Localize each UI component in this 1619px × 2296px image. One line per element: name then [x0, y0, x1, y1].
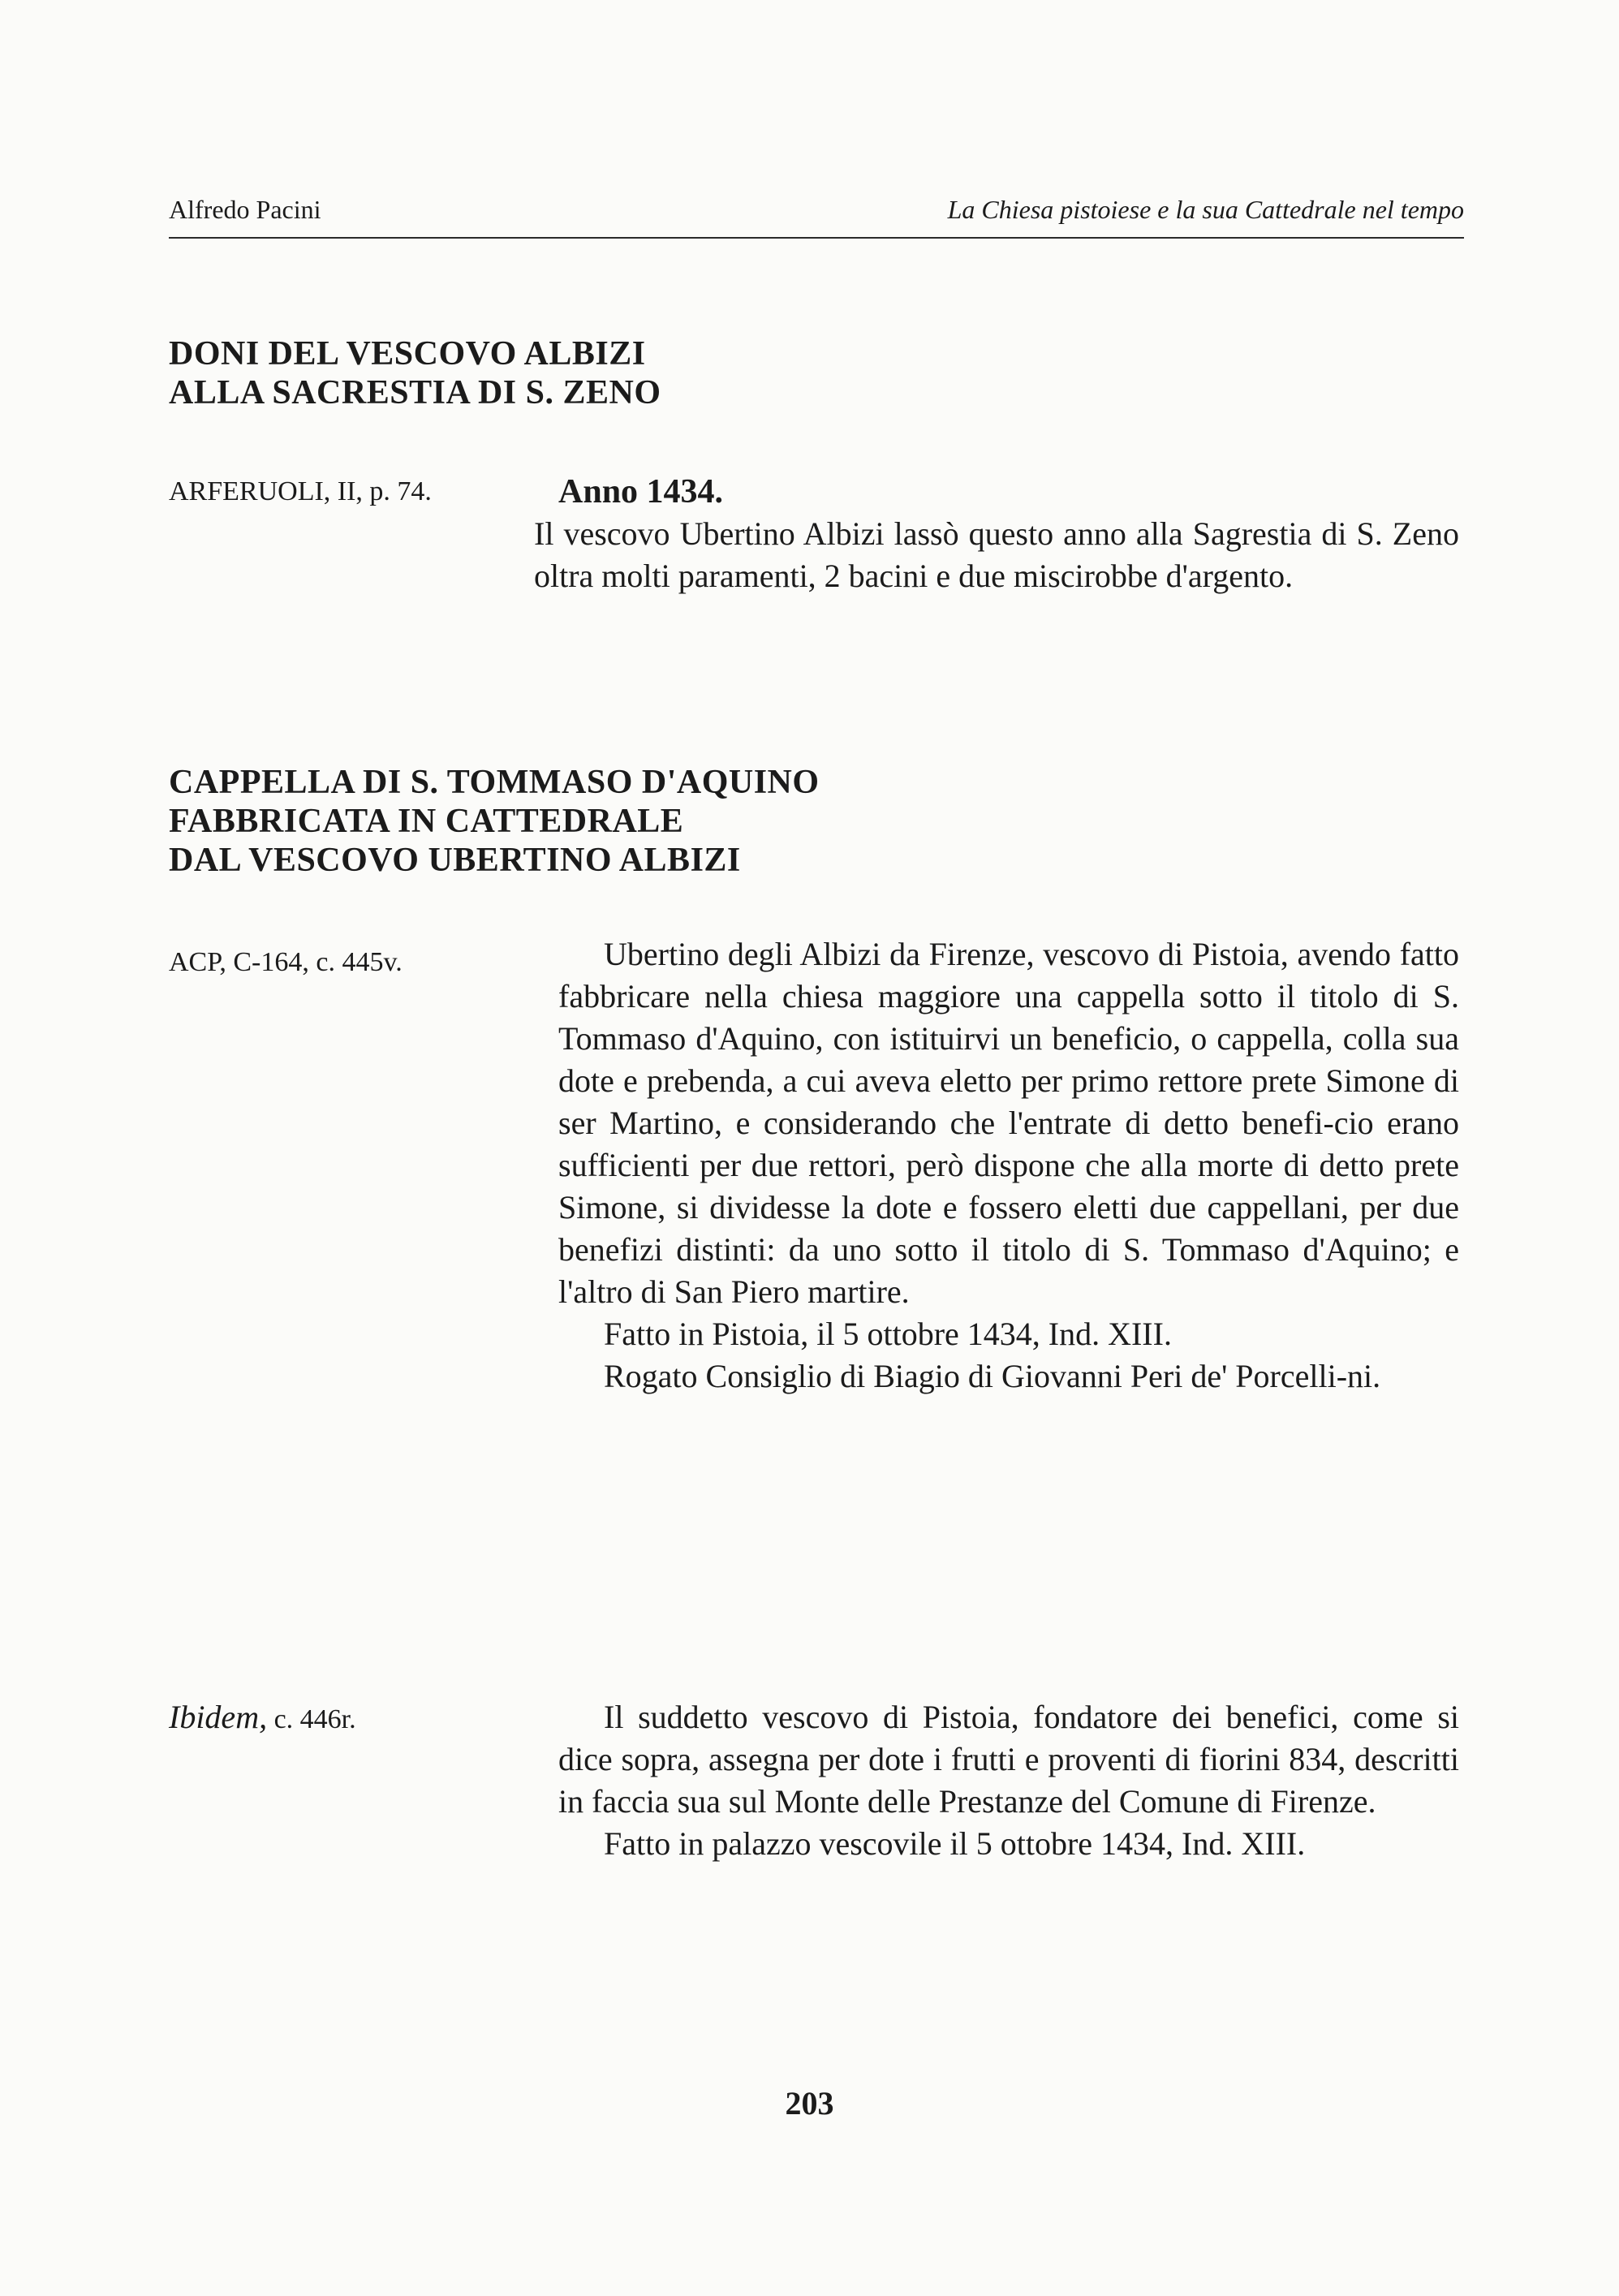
entry-paragraph: Il suddetto vescovo di Pistoia, fondatore dei benefici, come si dice sopra, assegna per dote i frutti e proventi di fiorini 834, descritti in faccia sua sul Monte delle Prestanze del Comune di Firenze. [558, 1699, 1459, 1820]
source-citation-ibidem [169, 1696, 356, 1741]
section-heading-cappella [169, 763, 820, 880]
heading-line: CAPPELLA DI S. TOMMASO D'AQUINO [169, 764, 820, 801]
heading-line: FABBRICATA IN CATTEDRALE [169, 803, 684, 840]
entry-text-ibidem [558, 1696, 1459, 1865]
entry-year: Anno 1434. [558, 473, 724, 510]
heading-line: DAL VESCOVO UBERTINO ALBIZI [169, 842, 741, 879]
entry-paragraph: Rogato Consiglio di Biagio di Giovanni Peri de' Porcelli-ni. [604, 1358, 1381, 1394]
heading-line: ALLA SACRESTIA DI S. ZENO [169, 374, 661, 411]
entry-paragraph: Fatto in palazzo vescovile il 5 ottobre 1434, Ind. XIII. [604, 1825, 1306, 1862]
source-italic: Ibidem, [169, 1699, 268, 1735]
source-citation-acp: ACP, C-164, c. 445v. [169, 947, 403, 977]
entry-paragraph: Fatto in Pistoia, il 5 ottobre 1434, Ind. XIII. [604, 1316, 1172, 1352]
entry-text-cappella [558, 933, 1459, 1398]
header-rule [169, 237, 1464, 239]
running-head-book-title: La Chiesa pistoiese e la sua Cattedrale nel tempo [947, 195, 1464, 224]
entry-paragraph: Ubertino degli Albizi da Firenze, vescovo di Pistoia, avendo fatto fabbricare nella chiesa maggiore una cappella sotto il titolo di S. Tommaso d'Aquino, con istituirvi un beneficio, o cappella, colla sua dote e prebenda, a cui aveva eletto per primo rettore prete Simone di ser Martino, e considerando che l'entrate di detto benefi-cio erano sufficienti per due rettori, però dispone che alla morte di detto prete Simone, si dividesse la dote e fossero eletti due cappellani, per due benefizi distinti: da uno sotto il titolo di S. Tommaso d'Aquino; e l'altro di San Piero martire. [558, 936, 1459, 1310]
page-number: 203 [785, 2085, 834, 2122]
entry-text-1434 [534, 471, 1459, 597]
heading-line: DONI DEL VESCOVO ALBIZI [169, 335, 646, 373]
section-heading-doni [169, 334, 661, 412]
entry-paragraph: Il vescovo Ubertino Albizi lassò questo anno alla Sagrestia di S. Zeno oltra molti paramenti, 2 bacini e due miscirobbe d'argento. [534, 515, 1459, 594]
source-rest: c. 446r. [267, 1704, 356, 1734]
running-head-author: Alfredo Pacini [169, 195, 321, 224]
source-citation-arferuoli: ARFERUOLI, II, p. 74. [169, 476, 432, 506]
